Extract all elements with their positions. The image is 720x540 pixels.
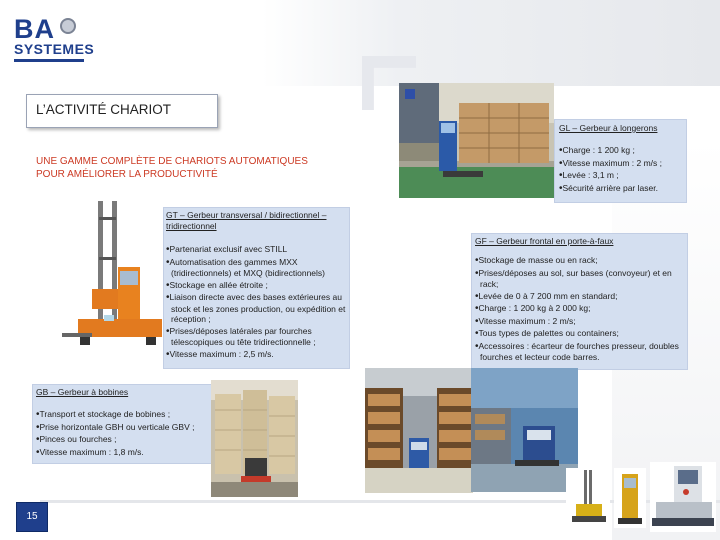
list-item: •Pinces ou fourches ; bbox=[36, 434, 117, 445]
gb-label: GB – Gerbeur à bobines bbox=[36, 387, 129, 397]
machine-photo-1 bbox=[566, 468, 610, 528]
subtitle bbox=[36, 155, 336, 181]
logo-ba: BA bbox=[14, 14, 55, 44]
list-item: •Vitesse maximum : 1,8 m/s. bbox=[36, 446, 144, 458]
list-item: •Vitesse maximum : 2 m/s; bbox=[475, 315, 576, 327]
list-item: •Stockage de masse ou en rack; bbox=[475, 255, 598, 266]
logo-systemes: SYSTEMES bbox=[14, 41, 95, 57]
header-decoration bbox=[262, 0, 720, 86]
subtitle-line: POUR AMÉLIORER LA PRODUCTIVITÉ bbox=[36, 169, 218, 180]
subtitle-line: UNE GAMME COMPLÈTE DE CHARIOTS AUTOMATIQUES bbox=[36, 156, 308, 167]
gl-photo bbox=[399, 83, 554, 198]
gf-label: GF – Gerbeur frontal en porte-à-faux bbox=[475, 236, 614, 246]
gf-photo-2 bbox=[471, 368, 578, 492]
list-item: •Partenariat exclusif avec STILL bbox=[166, 244, 288, 255]
gf-list bbox=[475, 255, 683, 364]
logo-circle-icon bbox=[60, 18, 76, 34]
logo-underline bbox=[14, 59, 84, 62]
list-item: •Prise horizontale GBH ou verticale GBV ; bbox=[36, 421, 195, 433]
gl-list bbox=[559, 145, 687, 195]
gt-list bbox=[166, 244, 346, 361]
list-item: •Charge : 1 200 kg ; bbox=[559, 145, 635, 156]
list-item: •Prises/déposes au sol, sur bases (convoyeur) et en rack; bbox=[475, 267, 672, 289]
list-item: •Sécurité arrière par laser. bbox=[559, 182, 658, 194]
list-item: •Transport et stockage de bobines ; bbox=[36, 409, 171, 420]
list-item: •Accessoires : écarteur de fourches presseur, doubles fourches et lecteur code barres. bbox=[475, 340, 679, 362]
gb-photo bbox=[211, 380, 298, 497]
gt-photo bbox=[58, 197, 164, 357]
gt-label: GT – Gerbeur transversal / bidirectionnel – tridirectionnel bbox=[166, 210, 327, 231]
list-item: •Liaison directe avec des bases extérieures au stock et les zones production, ou expédition et réception ; bbox=[166, 292, 346, 324]
gl-label: GL – Gerbeur à longerons bbox=[559, 123, 658, 133]
gb-list bbox=[36, 409, 208, 459]
page-title: L’ACTIVITÉ CHARIOT bbox=[36, 102, 172, 117]
list-item: •Prises/déposes latérales par fourches télescopiques ou tête tridirectionnelle ; bbox=[166, 325, 316, 347]
list-item: •Automatisation des gammes MXX (tridirectionnels) et MXQ (bidirectionnels) bbox=[166, 256, 325, 278]
list-item: •Tous types de palettes ou containers; bbox=[475, 328, 619, 339]
page-number: 15 bbox=[16, 502, 48, 532]
machine-photo-2 bbox=[614, 468, 646, 528]
list-item: •Vitesse maximum : 2 m/s ; bbox=[559, 157, 663, 169]
list-item: •Stockage en allée étroite ; bbox=[166, 279, 268, 291]
list-item: •Levée : 3,1 m ; bbox=[559, 170, 619, 181]
machine-photo-3 bbox=[650, 462, 716, 532]
list-item: •Levée de 0 à 7 200 mm en standard; bbox=[475, 290, 618, 302]
list-item: •Vitesse maximum : 2,5 m/s. bbox=[166, 348, 274, 360]
gf-photo bbox=[365, 368, 473, 493]
list-item: •Charge : 1 200 kg à 2 000 kg; bbox=[475, 303, 591, 314]
